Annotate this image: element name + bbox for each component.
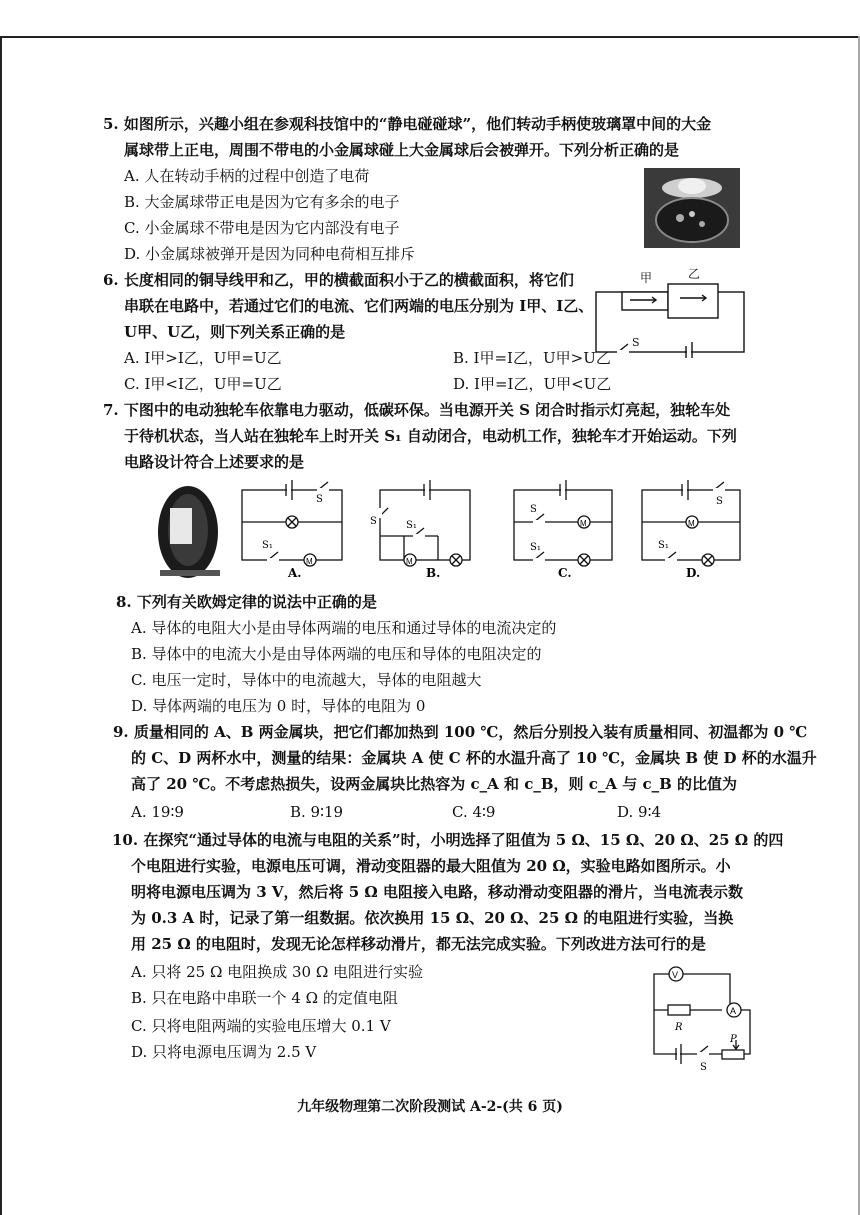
q9-option-d: D. 9∶4 (617, 803, 662, 821)
q7-d-s-label: S (716, 496, 723, 507)
q7-stem-line1: 7. 下图中的电动独轮车依靠电力驱动，低碳环保。当电源开关 S 闭合时指示灯亮起，独轮车处 (103, 401, 731, 419)
q7-a-s-label: S (316, 494, 323, 505)
q9-option-b: B. 9∶19 (290, 803, 344, 821)
q6-stem-line2: 串联在电路中，若通过它们的电流、它们两端的电压分别为 I甲、I乙、 (124, 297, 594, 315)
q5-option-b: B. 大金属球带正电是因为它有多余的电子 (124, 193, 400, 211)
q7-circuit-a (238, 480, 348, 580)
q5-stem-line1: 5. 如图所示，兴趣小组在参观科技馆中的“静电碰碰球”，他们转动手柄使玻璃罩中间的大金 (103, 115, 712, 133)
q7-circuit-b (370, 480, 480, 580)
q7-b-s1-label: S₁ (406, 520, 417, 531)
ammeter-letter: A (730, 1006, 737, 1016)
q8-option-a: A. 导体的电阻大小是由导体两端的电压和通过导体的电流决定的 (131, 619, 557, 637)
q6-option-b: B. I甲=I乙，U甲>U乙 (453, 349, 611, 367)
q7-circuit-c-label: C. (558, 566, 572, 580)
q7-c-s1-label: S₁ (530, 542, 541, 553)
q10-stem-line3: 明将电源电压调为 3 V，然后将 5 Ω 电阻接入电路，移动滑动变阻器的滑片，当电流表示数 (131, 883, 743, 901)
q10-stem-line2: 个电阻进行实验，电源电压可调，滑动变阻器的最大阻值为 20 Ω，实验电路如图所示。小 (131, 857, 731, 875)
q9-option-c: C. 4∶9 (452, 803, 496, 821)
page-border-top (0, 36, 860, 38)
q9-stem-line3: 高了 20 ℃。不考虑热损失，设两金属块比热容为 c_A 和 c_B，则 c_A 与 c_B 的比值为 (131, 775, 738, 793)
q7-b-s-label: S (370, 516, 377, 527)
q7-circuit-a-label: A. (288, 566, 302, 580)
q6-wire-circuit-figure (590, 262, 750, 358)
q7-circuit-d-label: D. (686, 566, 701, 580)
q8-stem: 8. 下列有关欧姆定律的说法中正确的是 (116, 593, 377, 611)
q5-option-c: C. 小金属球不带电是因为它内部没有电子 (124, 219, 400, 237)
q10-stem-line1: 10. 在探究“通过导体的电流与电阻的关系”时，小明选择了阻值为 5 Ω、15 Ω、20 Ω、25 Ω 的四 (112, 831, 784, 849)
q7-circuit-d (636, 480, 746, 580)
q7-d-motor-letter: M (688, 519, 695, 528)
q6-option-c: C. I甲<I乙，U甲=U乙 (124, 375, 282, 393)
q10-option-d: D. 只将电源电压调为 2.5 V (131, 1043, 317, 1061)
unicycle-picture (140, 474, 236, 582)
q9-stem-line1: 9. 质量相同的 A、B 两金属块，把它们都加热到 100 ℃，然后分别投入装有质量相同、初温都为 0 ℃ (113, 723, 808, 741)
q7-circuit-b-label: B. (426, 566, 441, 580)
q6-option-a: A. I甲>I乙，U甲=U乙 (124, 349, 282, 367)
q8-option-d: D. 导体两端的电压为 0 时，导体的电阻为 0 (131, 697, 426, 715)
q6-fig-label-yi: 乙 (688, 267, 701, 281)
q10-stem-line5: 用 25 Ω 的电阻时，发现无论怎样移动滑片，都无法完成实验。下列改进方法可行的是 (131, 935, 706, 953)
q10-stem-line4: 为 0.3 A 时，记录了第一组数据。依次换用 15 Ω、20 Ω、25 Ω 的电阻进行实验，当换 (131, 909, 734, 927)
q7-c-s-label: S (530, 504, 537, 515)
q6-fig-label-jia: 甲 (640, 271, 653, 285)
q10-option-a: A. 只将 25 Ω 电阻换成 30 Ω 电阻进行实验 (131, 963, 424, 981)
q7-circuit-c (508, 480, 618, 580)
q8-option-c: C. 电压一定时，导体中的电流越大，导体的电阻越大 (131, 671, 482, 689)
q6-stem-line3: U甲、U乙，则下列关系正确的是 (124, 323, 346, 341)
slider-label: P (730, 1034, 737, 1045)
q8-option-b: B. 导体中的电流大小是由导体两端的电压和导体的电阻决定的 (131, 645, 542, 663)
q6-option-d: D. I甲=I乙，U甲<U乙 (453, 375, 612, 393)
q6-stem-line1: 6. 长度相同的铜导线甲和乙，甲的横截面积小于乙的横截面积，将它们 (103, 271, 574, 289)
q7-a-s1-label: S₁ (262, 540, 273, 551)
q7-stem-line2: 于待机状态，当人站在独轮车上时开关 S₁ 自动闭合，电动机工作，独轮车才开始运动。下列 (124, 427, 737, 445)
q5-option-d: D. 小金属球被弹开是因为同种电荷相互排斥 (124, 245, 416, 263)
page-border-left (0, 36, 2, 1215)
q7-a-motor-letter: M (306, 557, 313, 566)
q10-option-c: C. 只将电阻两端的实验电压增大 0.1 V (131, 1017, 391, 1035)
resistor-label: R (675, 1022, 683, 1033)
q5-stem-line2: 属球带上正电，周围不带电的小金属球碰上大金属球后会被弹开。下列分析正确的是 (124, 141, 680, 159)
q10-option-b: B. 只在电路中串联一个 4 Ω 的定值电阻 (131, 989, 398, 1007)
q7-c-motor-letter: M (580, 519, 587, 528)
q6-fig-label-s: S (632, 336, 640, 349)
q9-stem-line2: 的 C、D 两杯水中，测量的结果：金属块 A 使 C 杯的水温升高了 10 ℃，金属块 B 使 D 杯的水温升 (131, 749, 817, 767)
page-footer: 九年级物理第二次阶段测试 A-2-(共 6 页) (297, 1099, 563, 1115)
q5-option-a: A. 人在转动手柄的过程中创造了电荷 (124, 167, 370, 185)
q9-option-a: A. 19∶9 (131, 803, 184, 821)
q10-experiment-circuit-figure (640, 960, 760, 1074)
electrostatic-ball-photo (644, 168, 740, 248)
q10-switch-label: S (700, 1062, 707, 1073)
voltmeter-letter: V (672, 970, 679, 980)
q7-b-motor-letter: M (406, 557, 413, 566)
q7-d-s1-label: S₁ (658, 540, 669, 551)
q7-stem-line3: 电路设计符合上述要求的是 (124, 453, 305, 471)
